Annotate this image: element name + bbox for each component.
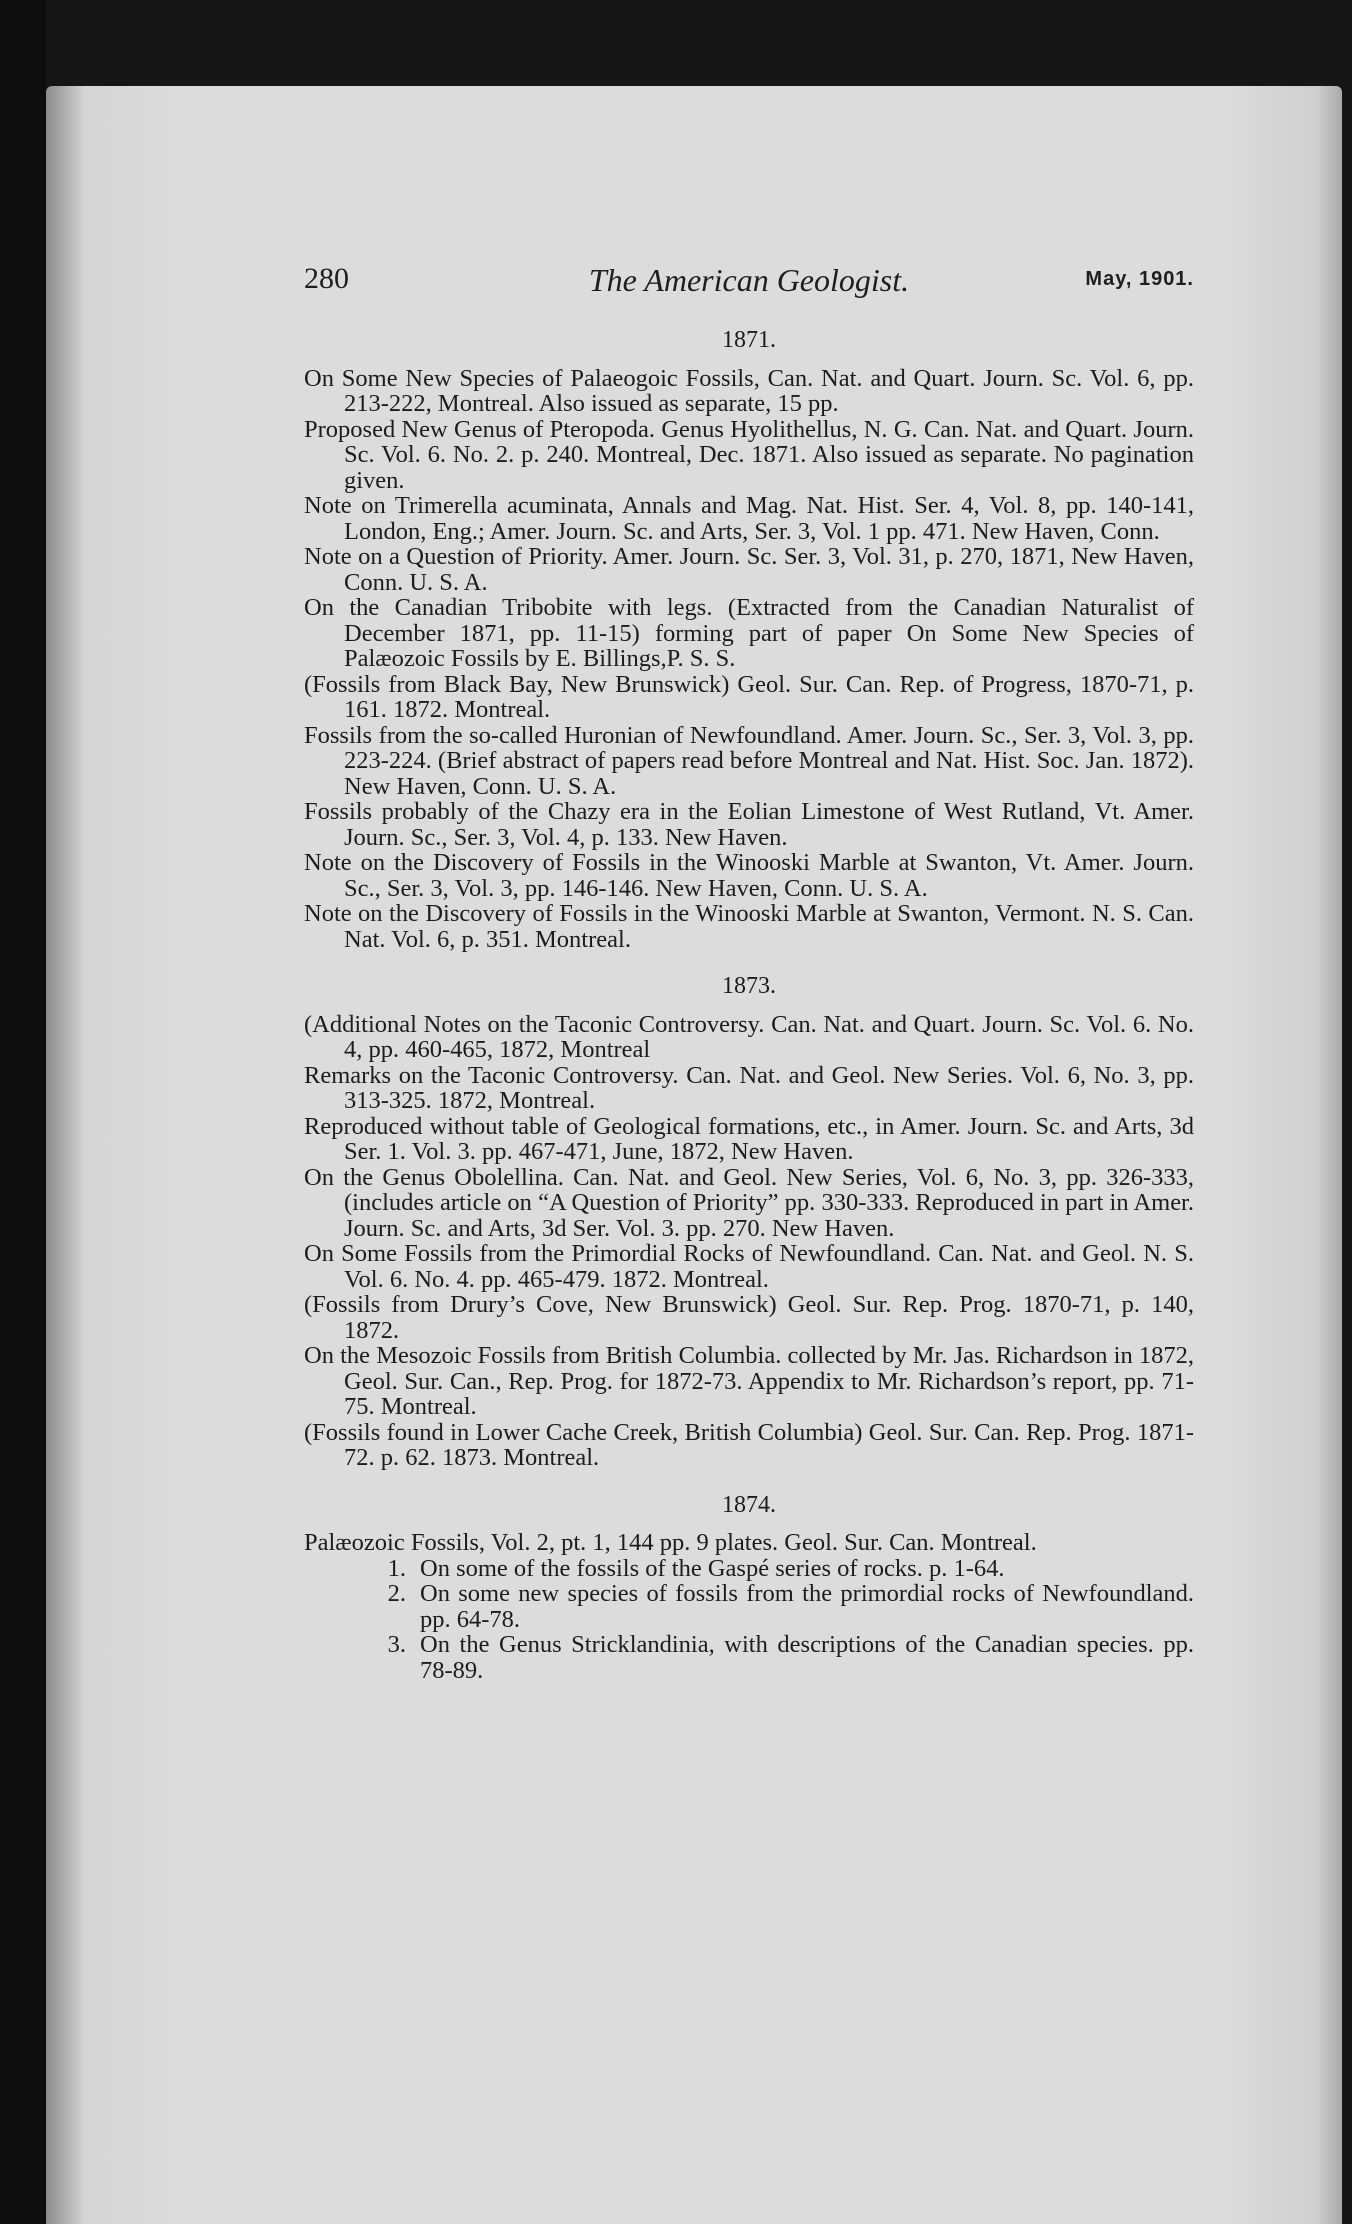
numbered-sub-entry (304, 1581, 1194, 1632)
bibliography-entry: (Fossils found in Lower Cache Creek, British Columbia) Geol. Sur. Can. Rep. Prog. 1871-72. p. 62. 1873. Montreal. (304, 1418, 1194, 1471)
issue-date: May, 1901. (1085, 268, 1194, 290)
bibliography-entry: Fossils from the so-called Huronian of Newfoundland. Amer. Journ. Sc., Ser. 3, Vol. 3, pp. 223-224. (Brief abstract of papers read before Montreal and Nat. Hist. Soc. Jan. 1872). New Haven, Conn. U. S. A. (304, 721, 1194, 800)
bibliography-entry: Note on a Question of Priority. Amer. Journ. Sc. Ser. 3, Vol. 31, p. 270, 1871, New Haven, Conn. U. S. A. (304, 543, 1194, 596)
bibliography (304, 328, 1194, 1683)
sub-entry-text: On some new species of fossils from the primordial rocks of Newfoundland. pp. 64-78. (420, 1580, 1194, 1633)
bibliography-entry: Reproduced without table of Geological formations, etc., in Amer. Journ. Sc. and Arts, 3d Ser. 1. Vol. 3. pp. 467-471, June, 1872, New Haven. (304, 1112, 1194, 1165)
sub-entry-number: 1. (387, 1554, 406, 1582)
bibliography-entry: Note on the Discovery of Fossils in the Winooski Marble at Swanton, Vt. Amer. Journ. Sc., Ser. 3, Vol. 3, pp. 146-146. New Haven, Conn. U. S. A. (304, 849, 1194, 902)
page-number: 280 (304, 262, 349, 295)
year-heading-1873: 1873. (722, 973, 776, 999)
bibliography-entry: (Fossils from Black Bay, New Brunswick) Geol. Sur. Can. Rep. of Progress, 1870-71, p. 161. 1872. Montreal. (304, 670, 1194, 723)
bibliography-entry: Palæozoic Fossils, Vol. 2, pt. 1, 144 pp. 9 plates. Geol. Sur. Can. Montreal. (304, 1529, 1037, 1556)
bibliography-entry: On the Canadian Tribobite with legs. (Extracted from the Canadian Naturalist of December 1871, pp. 11-15) forming part of paper On Some New Species of Palæozoic Fossils by E. Billings,P. S. S. (304, 594, 1194, 672)
scan-edge (0, 0, 46, 2224)
year-heading-1874: 1874. (722, 1491, 776, 1518)
numbered-sub-entry (304, 1556, 1194, 1582)
bibliography-entry: On Some New Species of Palaeogoic Fossils, Can. Nat. and Quart. Journ. Sc. Vol. 6, pp. 213-222, Montreal. Also issued as separate, 15 pp. (304, 364, 1194, 417)
page-fold-shadow (46, 86, 84, 2224)
bibliography-entry: Proposed New Genus of Pteropoda. Genus Hyolithellus, N. G. Can. Nat. and Quart. Journ. Sc. Vol. 6. No. 2. p. 240. Montreal, Dec. 1871. Also issued as separate. No pagination given. (304, 415, 1194, 494)
sub-entry-text: On some of the fossils of the Gaspé series of rocks. p. 1-64. (420, 1554, 1005, 1582)
bibliography-entry: Note on Trimerella acuminata, Annals and Mag. Nat. Hist. Ser. 4, Vol. 8, pp. 140-141, London, Eng.; Amer. Journ. Sc. and Arts, Ser. 3, Vol. 1 pp. 471. New Haven, Conn. (304, 492, 1194, 545)
bibliography-entry: (Fossils from Drury’s Cove, New Brunswick) Geol. Sur. Rep. Prog. 1870-71, p. 140, 1872. (304, 1291, 1194, 1344)
bibliography-entry: On Some Fossils from the Primordial Rocks of Newfoundland. Can. Nat. and Geol. N. S. Vol. 6. No. 4. pp. 465-479. 1872. Montreal. (304, 1240, 1194, 1293)
sub-entry-number: 2. (387, 1580, 406, 1607)
year-heading-1871: 1871. (722, 327, 776, 353)
bibliography-entry: Remarks on the Taconic Controversy. Can. Nat. and Geol. New Series. Vol. 6, No. 3, pp. 313-325. 1872, Montreal. (304, 1061, 1194, 1114)
running-header (304, 262, 1194, 302)
bibliography-entry: Note on the Discovery of Fossils in the Winooski Marble at Swanton, Vermont. N. S. Can. Nat. Vol. 6, p. 351. Montreal. (304, 900, 1194, 953)
bibliography-entry: (Additional Notes on the Taconic Controversy. Can. Nat. and Quart. Journ. Sc. Vol. 6. No. 4, pp. 460-465, 1872, Montreal (304, 1010, 1194, 1063)
sub-entry-number: 3. (387, 1631, 406, 1658)
bibliography-entry: Fossils probably of the Chazy era in the Eolian Limestone of West Rutland, Vt. Amer. Journ. Sc., Ser. 3, Vol. 4, p. 133. New Haven. (304, 798, 1194, 851)
journal-title: The American Geologist. (588, 262, 910, 298)
sub-entry-text: On the Genus Stricklandinia, with descriptions of the Canadian species. pp. 78-89. (420, 1631, 1194, 1684)
bibliography-entry: On the Mesozoic Fossils from British Columbia. collected by Mr. Jas. Richardson in 1872, Geol. Sur. Can., Rep. Prog. for 1872-73. Appendix to Mr. Richardson’s report, pp. 71-75. Montreal. (304, 1342, 1194, 1420)
numbered-sub-entry (304, 1632, 1194, 1683)
bibliography-entry: On the Genus Obolellina. Can. Nat. and Geol. New Series, Vol. 6, No. 3, pp. 326-333, (includes article on “A Question of Priority” pp. 330-333. Reproduced in part in Amer. Journ. Sc. and Arts, 3d Ser. Vol. 3. pp. 270. New Haven. (304, 1163, 1194, 1242)
